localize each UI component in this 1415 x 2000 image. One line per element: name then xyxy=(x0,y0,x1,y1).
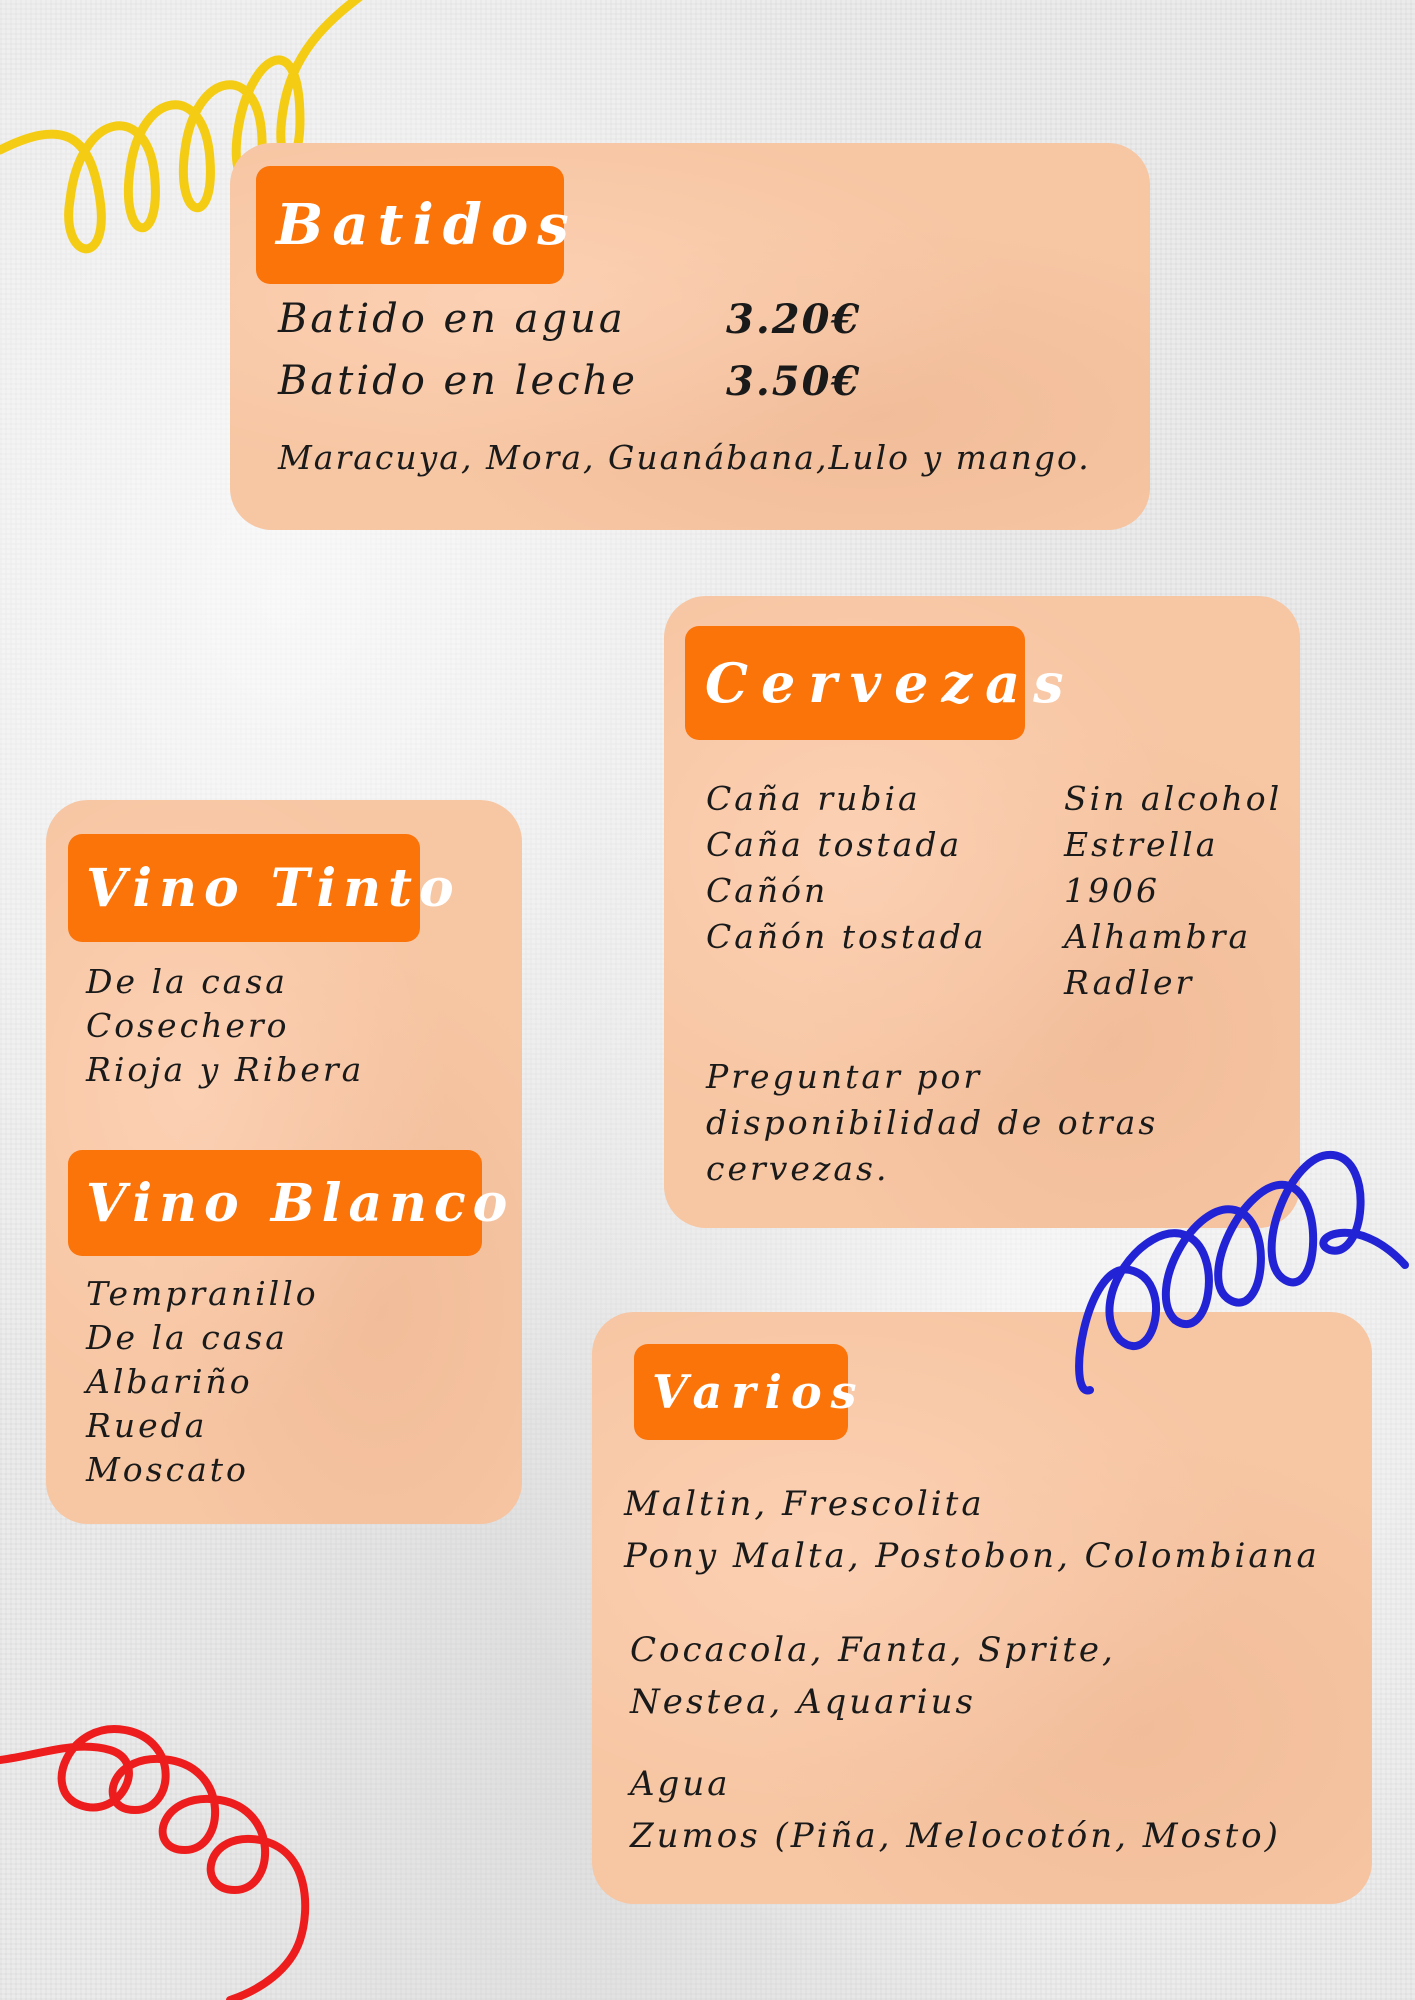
note-line: Preguntar por xyxy=(706,1057,983,1096)
varios-group-1 xyxy=(624,1478,1320,1582)
cervezas-list-left xyxy=(706,776,987,960)
vino-blanco-title-tag xyxy=(68,1150,515,1256)
blue-squiggle-decoration xyxy=(1075,1140,1405,1400)
list-item: Caña rubia xyxy=(706,779,921,818)
vino-blanco-title: Vino Blanco xyxy=(86,1172,515,1234)
list-item: Moscato xyxy=(86,1450,249,1489)
vino-tinto-title: Vino Tinto xyxy=(86,857,461,919)
list-item: De la casa xyxy=(86,1318,288,1357)
cervezas-title: Cervezas xyxy=(705,651,1077,715)
list-item: Tempranillo xyxy=(86,1274,319,1313)
list-item: Sin alcohol xyxy=(1064,779,1283,818)
cervezas-title-tag xyxy=(685,626,1077,740)
list-item: Alhambra xyxy=(1064,917,1252,956)
batidos-item-name: Batido en agua xyxy=(278,296,626,342)
list-item: Cocacola, Fanta, Sprite, xyxy=(630,1630,1116,1670)
list-item: Cosechero xyxy=(86,1006,290,1045)
note-line: cervezas. xyxy=(706,1149,890,1188)
vino-tinto-list xyxy=(86,960,364,1092)
varios-title-tag xyxy=(634,1344,866,1440)
list-item: Maltin, Frescolita xyxy=(624,1484,985,1524)
batidos-item-price: 3.20€ xyxy=(726,296,862,343)
list-item: 1906 xyxy=(1064,871,1160,910)
list-item: Cañón tostada xyxy=(706,917,987,956)
red-squiggle-decoration xyxy=(0,1700,330,2000)
list-item: Caña tostada xyxy=(706,825,963,864)
cervezas-list-right xyxy=(1064,776,1282,1006)
varios-group-3 xyxy=(630,1758,1281,1862)
list-item: Pony Malta, Postobon, Colombiana xyxy=(624,1536,1320,1576)
batidos-title: Batidos xyxy=(276,192,578,258)
list-item: Cañón xyxy=(706,871,829,910)
vino-tinto-title-tag xyxy=(68,834,461,942)
list-item: De la casa xyxy=(86,962,288,1001)
vino-blanco-list xyxy=(86,1272,319,1492)
batidos-title-tag xyxy=(256,166,578,284)
list-item: Rioja y Ribera xyxy=(86,1050,365,1089)
list-item: Estrella xyxy=(1064,825,1219,864)
list-item: Rueda xyxy=(86,1406,208,1445)
list-item: Radler xyxy=(1064,963,1195,1002)
note-line: disponibilidad de otras xyxy=(706,1103,1159,1142)
list-item: Zumos (Piña, Melocotón, Mosto) xyxy=(630,1816,1281,1856)
batidos-flavors: Maracuya, Mora, Guanábana,Lulo y mango. xyxy=(278,438,1091,477)
list-item: Albariño xyxy=(86,1362,253,1401)
varios-title: Varios xyxy=(652,1365,866,1419)
batidos-item-price: 3.50€ xyxy=(726,358,862,405)
varios-group-2 xyxy=(630,1624,1116,1728)
batidos-item-name: Batido en leche xyxy=(278,358,638,404)
list-item: Nestea, Aquarius xyxy=(630,1682,976,1722)
list-item: Agua xyxy=(630,1764,731,1804)
